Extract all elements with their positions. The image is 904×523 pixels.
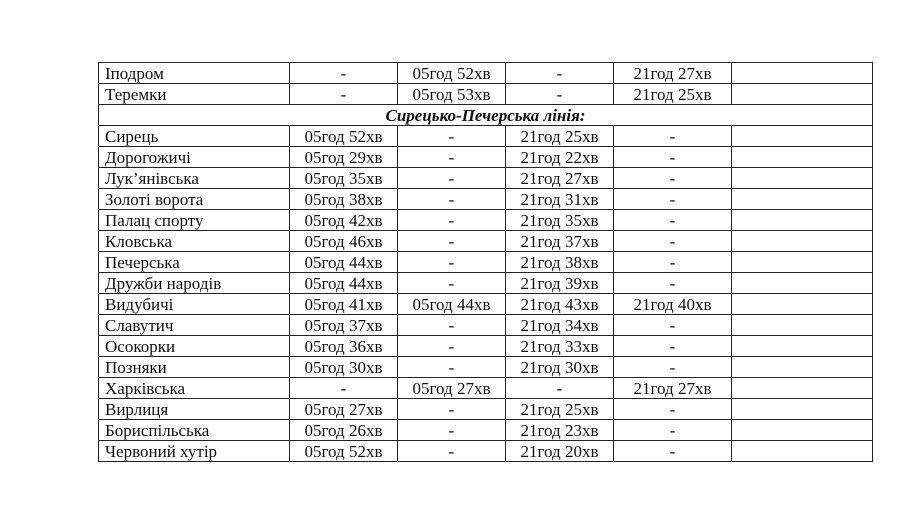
station-name-cell: Осокорки bbox=[99, 336, 290, 357]
time-cell: - bbox=[398, 168, 506, 189]
time-cell: - bbox=[614, 147, 732, 168]
station-name-cell: Теремки bbox=[99, 84, 290, 105]
time-cell: - bbox=[614, 441, 732, 462]
time-cell: 05год 30хв bbox=[290, 357, 398, 378]
schedule-table bbox=[98, 62, 873, 462]
time-cell: 21год 25хв bbox=[506, 126, 614, 147]
station-name-cell: Бориспільська bbox=[99, 420, 290, 441]
time-cell: 21год 33хв bbox=[506, 336, 614, 357]
table-row bbox=[99, 231, 873, 252]
time-cell: 21год 25хв bbox=[614, 84, 732, 105]
time-cell bbox=[732, 84, 873, 105]
table-row bbox=[99, 168, 873, 189]
time-cell bbox=[732, 378, 873, 399]
time-cell: 21год 27хв bbox=[614, 63, 732, 84]
time-cell: 21год 23хв bbox=[506, 420, 614, 441]
table-row bbox=[99, 126, 873, 147]
time-cell: 21год 27хв bbox=[614, 378, 732, 399]
time-cell: - bbox=[614, 273, 732, 294]
time-cell: - bbox=[614, 336, 732, 357]
time-cell bbox=[732, 231, 873, 252]
table-row bbox=[99, 336, 873, 357]
time-cell: - bbox=[398, 357, 506, 378]
table-row bbox=[99, 189, 873, 210]
time-cell: 05год 38хв bbox=[290, 189, 398, 210]
time-cell: - bbox=[290, 84, 398, 105]
time-cell: - bbox=[506, 84, 614, 105]
station-name-cell: Лук’янівська bbox=[99, 168, 290, 189]
station-name-cell: Дружби народів bbox=[99, 273, 290, 294]
table-row bbox=[99, 63, 873, 84]
time-cell: 21год 22хв bbox=[506, 147, 614, 168]
time-cell bbox=[732, 315, 873, 336]
table-row bbox=[99, 357, 873, 378]
time-cell: 05год 26хв bbox=[290, 420, 398, 441]
time-cell: - bbox=[398, 210, 506, 231]
time-cell bbox=[732, 420, 873, 441]
time-cell: 05год 41хв bbox=[290, 294, 398, 315]
time-cell bbox=[732, 189, 873, 210]
time-cell: - bbox=[398, 126, 506, 147]
time-cell: 05год 42хв bbox=[290, 210, 398, 231]
time-cell: 21год 30хв bbox=[506, 357, 614, 378]
station-name-cell: Позняки bbox=[99, 357, 290, 378]
section-header-body bbox=[99, 105, 873, 126]
time-cell: 21год 34хв bbox=[506, 315, 614, 336]
table-row bbox=[99, 147, 873, 168]
table-row bbox=[99, 84, 873, 105]
table-body-top bbox=[99, 63, 873, 105]
time-cell: 05год 36хв bbox=[290, 336, 398, 357]
time-cell bbox=[732, 357, 873, 378]
station-name-cell: Іподром bbox=[99, 63, 290, 84]
table-body-main bbox=[99, 126, 873, 462]
time-cell: - bbox=[614, 231, 732, 252]
time-cell: - bbox=[398, 273, 506, 294]
time-cell: - bbox=[614, 420, 732, 441]
time-cell: 05год 52хв bbox=[290, 126, 398, 147]
time-cell: 21год 43хв bbox=[506, 294, 614, 315]
table-row bbox=[99, 252, 873, 273]
time-cell: 21год 40хв bbox=[614, 294, 732, 315]
time-cell bbox=[732, 210, 873, 231]
time-cell bbox=[732, 147, 873, 168]
station-name-cell: Славутич bbox=[99, 315, 290, 336]
section-header-row bbox=[99, 105, 873, 126]
time-cell: - bbox=[614, 252, 732, 273]
time-cell: 05год 52хв bbox=[290, 441, 398, 462]
time-cell: 05год 29хв bbox=[290, 147, 398, 168]
station-name-cell: Видубичі bbox=[99, 294, 290, 315]
time-cell bbox=[732, 336, 873, 357]
station-name-cell: Сирець bbox=[99, 126, 290, 147]
time-cell: 05год 44хв bbox=[398, 294, 506, 315]
time-cell: 21год 20хв bbox=[506, 441, 614, 462]
table-row bbox=[99, 273, 873, 294]
table-row bbox=[99, 441, 873, 462]
time-cell: - bbox=[614, 399, 732, 420]
section-title: Сирецько-Печерська лінія: bbox=[99, 105, 873, 126]
time-cell: 21год 38хв bbox=[506, 252, 614, 273]
time-cell: 21год 31хв bbox=[506, 189, 614, 210]
time-cell: - bbox=[398, 399, 506, 420]
time-cell bbox=[732, 273, 873, 294]
time-cell: 05год 44хв bbox=[290, 273, 398, 294]
time-cell: - bbox=[398, 231, 506, 252]
time-cell: - bbox=[506, 378, 614, 399]
time-cell: - bbox=[398, 315, 506, 336]
time-cell: 21год 39хв bbox=[506, 273, 614, 294]
time-cell bbox=[732, 126, 873, 147]
time-cell: 21год 27хв bbox=[506, 168, 614, 189]
table-row bbox=[99, 378, 873, 399]
station-name-cell: Печерська bbox=[99, 252, 290, 273]
station-name-cell: Золоті ворота bbox=[99, 189, 290, 210]
table-row bbox=[99, 210, 873, 231]
time-cell: 21год 25хв bbox=[506, 399, 614, 420]
time-cell: 05год 44хв bbox=[290, 252, 398, 273]
time-cell: 05год 27хв bbox=[290, 399, 398, 420]
time-cell: - bbox=[398, 189, 506, 210]
time-cell: - bbox=[290, 378, 398, 399]
time-cell: - bbox=[614, 126, 732, 147]
station-name-cell: Дорогожичі bbox=[99, 147, 290, 168]
time-cell: - bbox=[506, 63, 614, 84]
time-cell bbox=[732, 441, 873, 462]
time-cell: 05год 46хв bbox=[290, 231, 398, 252]
table-row bbox=[99, 399, 873, 420]
table-row bbox=[99, 315, 873, 336]
time-cell: 05год 53хв bbox=[398, 84, 506, 105]
time-cell: 05год 27хв bbox=[398, 378, 506, 399]
time-cell bbox=[732, 399, 873, 420]
time-cell bbox=[732, 294, 873, 315]
time-cell: - bbox=[614, 210, 732, 231]
time-cell: 05год 35хв bbox=[290, 168, 398, 189]
time-cell: 05год 52хв bbox=[398, 63, 506, 84]
time-cell: - bbox=[398, 420, 506, 441]
station-name-cell: Вирлиця bbox=[99, 399, 290, 420]
time-cell: 21год 37хв bbox=[506, 231, 614, 252]
time-cell bbox=[732, 168, 873, 189]
station-name-cell: Харківська bbox=[99, 378, 290, 399]
time-cell: - bbox=[398, 441, 506, 462]
station-name-cell: Червоний хутір bbox=[99, 441, 290, 462]
time-cell: 21год 35хв bbox=[506, 210, 614, 231]
time-cell: - bbox=[290, 63, 398, 84]
time-cell: - bbox=[614, 357, 732, 378]
time-cell: - bbox=[614, 168, 732, 189]
time-cell bbox=[732, 252, 873, 273]
table-row bbox=[99, 420, 873, 441]
time-cell: 05год 37хв bbox=[290, 315, 398, 336]
table-row bbox=[99, 294, 873, 315]
time-cell: - bbox=[398, 336, 506, 357]
time-cell: - bbox=[614, 189, 732, 210]
time-cell: - bbox=[398, 147, 506, 168]
station-name-cell: Палац спорту bbox=[99, 210, 290, 231]
time-cell: - bbox=[614, 315, 732, 336]
time-cell bbox=[732, 63, 873, 84]
station-name-cell: Кловська bbox=[99, 231, 290, 252]
time-cell: - bbox=[398, 252, 506, 273]
